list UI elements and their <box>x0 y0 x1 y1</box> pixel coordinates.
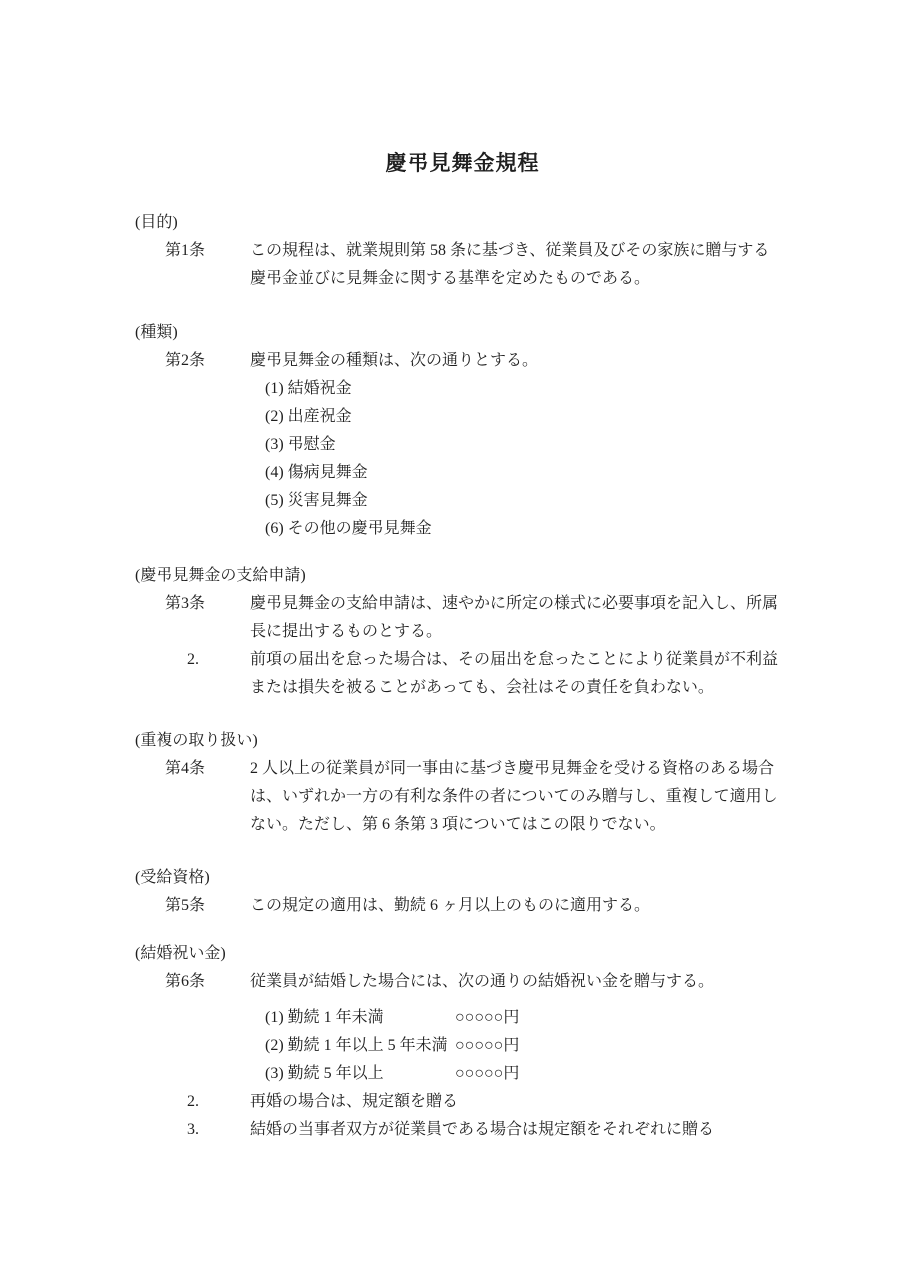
list-item <box>265 1060 790 1088</box>
list-item-label: (6) その他の慶弔見舞金 <box>265 520 432 537</box>
list-item <box>265 375 790 403</box>
article-block <box>135 237 790 293</box>
paragraph-body <box>250 1088 792 1116</box>
section-purpose <box>135 209 790 293</box>
section-heading: (目的) <box>135 214 178 231</box>
list-item-label: (1) 結婚祝金 <box>265 380 352 397</box>
section-heading: (結婚祝い金) <box>135 945 226 962</box>
list-item-label: (3) 勤続 5 年以上 <box>265 1065 384 1082</box>
article-block <box>135 755 790 839</box>
list-item-label: (4) 傷病見舞金 <box>265 464 368 481</box>
article-line: は、いずれか一方の有利な条件の者についてのみ贈与し、重複して適用し <box>250 788 778 805</box>
list-item <box>265 1032 790 1060</box>
article-body <box>250 237 792 293</box>
article-line: 慶弔金並びに見舞金に関する基準を定めたものである。 <box>250 270 651 287</box>
article-line: 慶弔見舞金の支給申請は、速やかに所定の様式に必要事項を記入し、所属 <box>250 595 779 612</box>
section-types <box>135 319 790 543</box>
article-body <box>250 755 792 839</box>
paragraph-body <box>250 646 792 702</box>
list-item-label: (3) 弔慰金 <box>265 436 336 453</box>
section-application <box>135 562 790 702</box>
section-heading: (慶弔見舞金の支給申請) <box>135 567 306 584</box>
section-duplication <box>135 727 790 839</box>
section-marriage-gift <box>135 940 790 1144</box>
amount-value: ○○○○○円 <box>455 1037 520 1054</box>
list-item <box>265 431 790 459</box>
paragraph-block <box>135 1088 790 1116</box>
article-number: 第6条 <box>165 973 206 990</box>
article-line: この規定の適用は、勤続 6 ヶ月以上のものに適用する。 <box>250 897 651 914</box>
article-block <box>135 968 790 996</box>
article-line: 長に提出するものとする。 <box>250 623 443 640</box>
paragraph-line: または損失を被ることがあっても、会社はその責任を負わない。 <box>250 679 714 696</box>
article-block <box>135 590 790 646</box>
article-number: 第5条 <box>165 897 206 914</box>
section-heading: (受給資格) <box>135 869 210 886</box>
list-item-label: (1) 勤続 1 年未満 <box>265 1009 384 1026</box>
gift-amount-list <box>265 1004 790 1088</box>
list-item <box>265 515 790 543</box>
article-block <box>135 892 790 920</box>
amount-value: ○○○○○円 <box>455 1009 520 1026</box>
list-item <box>265 487 790 515</box>
article-body <box>250 892 792 920</box>
list-item <box>265 459 790 487</box>
type-list <box>265 375 790 543</box>
list-item <box>265 403 790 431</box>
document-title: 慶弔見舞金規程 <box>385 151 540 175</box>
list-item-label: (5) 災害見舞金 <box>265 492 368 509</box>
paragraph-line: 前項の届出を怠った場合は、その届出を怠ったことにより従業員が不利益 <box>250 651 779 668</box>
article-body <box>250 590 792 646</box>
list-item <box>265 1004 790 1032</box>
article-body <box>250 347 792 375</box>
article-number: 第1条 <box>165 242 206 259</box>
article-number: 第2条 <box>165 352 206 369</box>
article-block <box>135 347 790 375</box>
section-eligibility <box>135 864 790 920</box>
section-heading: (種類) <box>135 324 178 341</box>
paragraph-line: 再婚の場合は、規定額を贈る <box>250 1093 459 1110</box>
article-body <box>250 968 792 996</box>
article-number: 第4条 <box>165 760 206 777</box>
article-line: ない。ただし、第 6 条第 3 項についてはこの限りでない。 <box>250 816 666 833</box>
section-heading: (重複の取り扱い) <box>135 732 258 749</box>
article-line: 慶弔見舞金の種類は、次の通りとする。 <box>250 352 539 369</box>
article-line: 従業員が結婚した場合には、次の通りの結婚祝い金を贈与する。 <box>250 973 715 990</box>
paragraph-body <box>250 1116 792 1144</box>
paragraph-number: 2. <box>187 1093 199 1110</box>
list-item-label: (2) 出産祝金 <box>265 408 352 425</box>
paragraph-block <box>135 646 790 702</box>
paragraph-block <box>135 1116 790 1144</box>
article-number: 第3条 <box>165 595 206 612</box>
paragraph-number: 2. <box>187 651 199 668</box>
article-line: 2 人以上の従業員が同一事由に基づき慶弔見舞金を受ける資格のある場合 <box>250 760 775 777</box>
list-item-label: (2) 勤続 1 年以上 5 年未満 <box>265 1037 448 1054</box>
paragraph-number: 3. <box>187 1121 199 1138</box>
amount-value: ○○○○○円 <box>455 1065 520 1082</box>
paragraph-line: 結婚の当事者双方が従業員である場合は規定額をそれぞれに贈る <box>250 1121 715 1138</box>
article-line: この規程は、就業規則第 58 条に基づき、従業員及びその家族に贈与する <box>250 242 770 259</box>
